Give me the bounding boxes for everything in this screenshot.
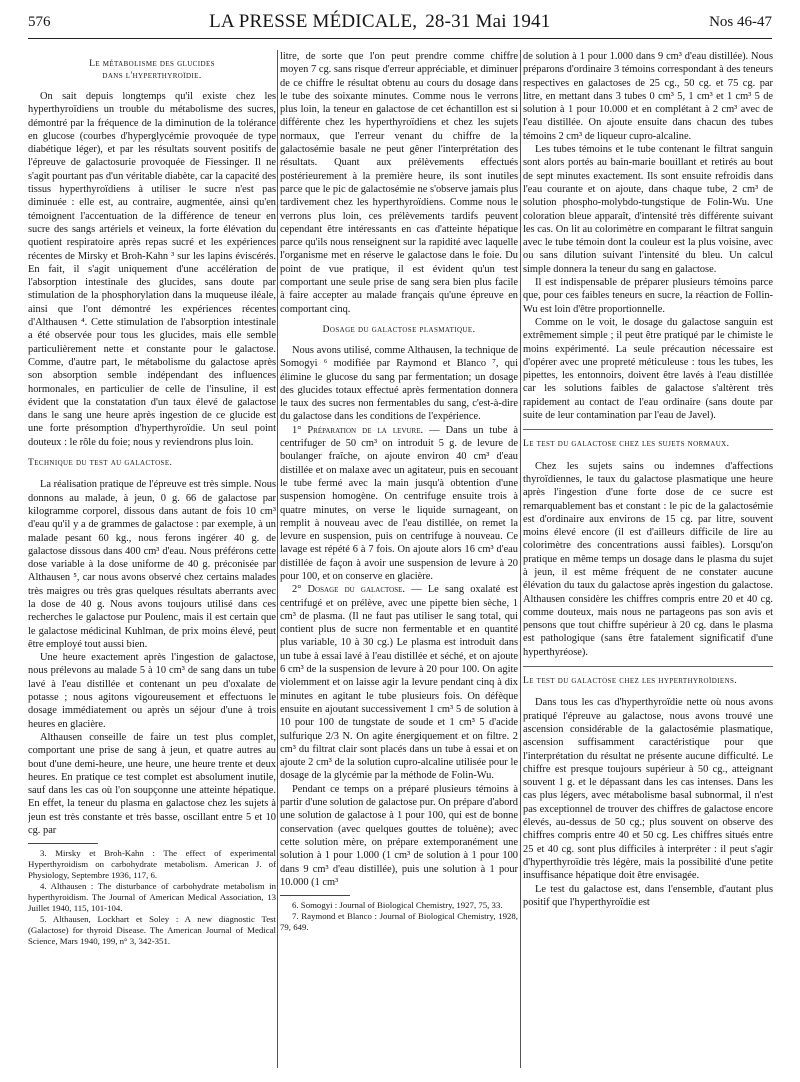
section-title-line-1: Le métabolisme des glucides	[89, 59, 215, 69]
paragraph-text: — Le sang oxalaté est centrifugé et on prélève, avec une pipette bien sèche, 1 cm³ de plasma. (Il ne faut pas utiliser le sang total, qui contient plus de sucre non fermentable et en quantité plus variable, 10 à 30 cg.) Le plasma est introduit dans un tube à essai lavé à l'eau distillée et séché, et on ajoute 6 cm³ de la suspension de levure à 20 pour 100. On agite violemment et on laisse agir la levure pendant cinq à dix minutes en agitant le tube plusieurs fois. On défèque ensuite en ajoutant successivement 1 cm³ 5 de solution à 10 pour 100 de tungstate de soude et 1 cm³ 5 d'acide sulfurique 2/3 N. On agite énergiquement et on filtre. 2 cm³ du filtrat clair sont placés dans un tube à essai et on ajoute 2 cm³ de la solution cupro-alcaline utilisée pour le dosage de la glycémie par la méthode de Folin-Wu.	[280, 584, 518, 782]
footnote-rule	[280, 895, 350, 896]
paragraph: La réalisation pratique de l'épreuve est très simple. Nous donnons au malade, à jeun, 0 g. 66 de galactose par kilogramme corporel, dissous dans autant de fois 10 cm³ d'eau qu'il y a de grammes de galactose : par exemple, à un malade pesant 60 kg., nous ferons ingérer 40 g. de galactose dissous dans 400 cm³ d'eau. Nous préférons cette dose variable à la dose uniforme de 40 g. préconisée par Althausen ⁵, car nous avons observé chez certains malades très maigres ou très gras quelques résultats aberrants avec la dose de 40 g. Nous avons toujours utilisé dans ces recherches le galactose pur Poulenc, mais il est certain que le galactose médicinal Kuhlman, de prix moins élevé, peut être employé tout aussi bien.	[28, 479, 276, 650]
paragraph: de solution à 1 pour 1.000 dans 9 cm³ d'eau distillée). Nous préparons d'ordinaire 3 témoins correspondant à des teneurs respectives en galactoses de 25 cg., 50 cg. et 75 cg. par litre, en mettant dans 3 tubes 0 cm³ 5, 1 cm³ et 1 cm³ 5 de solution à 1 pour 10.000 et en complétant à 2 cm³ avec de l'eau distillée. On ajoute ensuite dans chacun des tubes témoins 2 cm³ de liqueur cupro-alcaline.	[523, 51, 773, 142]
paragraph	[280, 583, 518, 782]
section-heading: Dosage du galactose plasmatique.	[322, 324, 476, 335]
page-number: 576	[28, 13, 51, 30]
page-header	[28, 8, 772, 36]
column-2	[280, 50, 518, 1070]
paragraph: Il est indispensable de préparer plusieurs témoins parce que, pour ces faibles teneurs en sucre, la réaction de Follin-Wu est loin d'être proportionnelle.	[523, 277, 773, 315]
paragraph: Le test du galactose est, dans l'ensemble, d'autant plus positif que l'hyperthyroïdie est	[523, 883, 773, 908]
column-divider-1	[277, 50, 278, 1068]
section-rule	[523, 666, 773, 667]
paragraph	[280, 424, 518, 584]
issue-number: Nos 46-47	[709, 13, 772, 30]
subsection-lead: 1° Préparation de la levure.	[292, 424, 424, 436]
footnote: 5. Althausen, Lockhart et Soley : A new diagnostic Test (Galactose) for thyroid Disease. The American Journal of Medical Science, Mars 1940, 199, n° 3, 342-351.	[28, 914, 276, 947]
section-title	[28, 58, 276, 82]
footnote: 4. Althausen : The disturbance of carbohydrate metabolism in hyperthyroidism. The Journal of American Medical Association, 13 Juillet 1940, 115, 101-104.	[28, 881, 276, 914]
section-heading: Le test du galactose chez les sujets normaux.	[523, 439, 730, 450]
footnote: 3. Mirsky et Broh-Kahn : The effect of experimental Hyperthyroidism on carbohydrate metabolism. American J. of Physiology, Septembre 1936, 117, 6.	[28, 848, 276, 881]
paragraph: Une heure exactement après l'ingestion de galactose, nous prélevons au malade 5 à 10 cm³ de sang dans un tube lavé à l'eau distillée et contenant un peu d'oxalate de potasse ; nous agitons vigoureusement et effectuons le dosage immédiatement ou après un séjour d'une à trois heures en glacière.	[28, 652, 276, 730]
column-divider-2	[520, 50, 521, 1068]
paragraph: Chez les sujets sains ou indemnes d'affections thyroïdiennes, le taux du galactose plasmatique une heure après l'ingestion d'une forte dose de ce sucre est remarquablement bas et constant : le pic de la galactosémie est d'ordinaire aux environs de 15 cg. par litre, souvent moins élevé encore (il est d'ailleurs difficile de lire au colorimètre des concentrations aussi faibles). Lorsqu'on pratique en même temps un dosage dans le plasma du sujet à jeun, il est même fréquent de ne constater aucune élévation du taux du galactose après ingestion du galactose. Althausen considère les chiffres compris entre 20 et 40 cg. comme douteux, mais nous ne partageons pas son avis et pensons que tout chiffre supérieur à 20 cg. dans le plasma est pathologique (sans être fatalement significatif d'une hyperthyréose).	[523, 460, 773, 658]
paragraph: Pendant ce temps on a préparé plusieurs témoins à partir d'une solution de galactose pur. On prépare d'abord une solution de galactose à 1 pour 100, qui est de bonne conservation (avec quelques gouttes de toluène); avec cette solution mère, on prépare extemporanément une solution à 1 pour 1.000 (1 cm³ de solution à 1 pour 100 dans 9 cm³ d'eau distillée), puis une solution à 1 pour 10.000 (1 cm³	[280, 783, 518, 888]
section-heading: Le test du galactose chez les hyperthyroïdiens.	[523, 676, 738, 687]
paragraph: On sait depuis longtemps qu'il existe chez les hyperthyroïdiens un trouble du métabolisme des sucres, démontré par la fréquence de la diminution de la tolérance en glucose (courbes d'hyperglycémie provoquée de type diabétique léger), et par les résultats souvent positifs de l'épreuve de galactosurie provoquée de Fiessinger. Il ne s'agit pourtant pas d'un véritable diabète, car la capacité des tissus hyperthyroïdiens à utiliser le sucre n'est pas diminuée : elle est, au contraire, augmentée, ainsi qu'en témoignent l'accentuation de la différence de teneur en sucre des sangs artériels et veineux, la forte élévation du quotient respiratoire après repas sucré et les expériences récentes de Mirsky et Broh-Kahn ³ sur les lapins éviscérés. En fait, il s'agit uniquement d'une accélération de l'absorption intestinale des glucides, sans doute par stimulation de la phosphorylation dans la muqueuse iléale, ainsi que l'ont démontré les expériences récentes d'Althausen ⁴. Cette stimulation de l'absorption intestinale a été observée pour tous les glucides, mais elle semble particulièrement nette et constante pour le galactose. Comme, d'autre part, le métabolisme du galactose après son absorption semble indépendant des influences hormonales, en particulier de celle de l'insuline, il est évident que la constatation d'un taux élevé de galactose dans le sang une heure après ingestion de ce glucide est une forte présomption d'hyperthyroïdie. Un seul point douteux : le rôle du foie; nous y reviendrons plus loin.	[28, 91, 276, 448]
paragraph: Comme on le voit, le dosage du galactose sanguin est extrêmement simple ; il peut être pratiqué par le chimiste le moins expérimenté. La seule précaution nécessaire est d'opérer avec une propreté méticuleuse : tous les tubes, les pipettes, les entonnoirs, doivent être lavés à l'eau distillée car les solutions faibles de galactose s'altèrent très rapidement au contact de l'eau ordinaire (sans doute par suite de leur contamination par l'eau de Javel).	[523, 316, 773, 422]
paragraph: Dans tous les cas d'hyperthyroïdie nette où nous avons pratiqué l'épreuve au galactose, nous avons trouvé une ascension considérable de la galactosémie plasmatique, ascension suffisamment caractéristique pour que l'interprétation du résultat ne présente aucune difficulté. Le chiffre est presque toujours supérieur à 50 cg., atteignant souvent 1 g. et le dépassant dans les cas intenses. Dans les cas plus légers, avec métabolisme basal subnormal, il n'est pas exceptionnel de trouver des chiffres de galactose encore élevés, au-dessus de 50 cg.; plus souvent on observe des chiffres compris entre 40 et 50 cg. Les chiffres situés entre 25 et 40 cg. sont plus difficiles à interpréter : il peut s'agir d'hyperthyroïdie très légère, mais la possibilité d'une petite insuffisance hépatique doit être envisagée.	[523, 697, 773, 882]
section-title-line-2: dans l'hyperthyroïdie.	[102, 71, 202, 81]
header-rule	[28, 38, 772, 39]
paragraph: Althausen conseille de faire un test plus complet, comportant une prise de sang à jeun, et quatre autres au bout d'une demi-heure, une heure, une heure trente et deux heures. En pratique ce test complet est absolument inutile, sauf dans les cas où l'on soupçonne une atteinte hépatique. En effet, la teneur du plasma en galactose chez les sujets à jeun est très constante et très basse, oscillant entre 5 et 10 cg. par	[28, 731, 276, 837]
paragraph: litre, de sorte que l'on peut prendre comme chiffre moyen 7 cg. sans risque d'erreur appréciable, et diminuer de ce chiffre le résultat obtenu au cours du dosage dans le tube des soixante minutes. Comme nous le verrons plus loin, la teneur en galactose de cet échantillon est si différente chez les hyperthyroïdiens et chez les sujets normaux, que l'erreur venant du chiffre de la galactosémie basale ne peut gêner l'interprétation des résultats. Quant aux prélèvements effectués postérieurement à la première heure, ils sont inutiles parce que le pic de galactosémie ne s'observe jamais plus tardivement chez les hyperthyroïdiens. Comme nous le verrons plus loin, ces prélèvements tardifs peuvent cependant être intéressants en cas d'atteinte hépatique parce qu'ils nous renseignent sur la rapidité avec laquelle l'organisme met en réserve le galactose dans le foie. Du point de vue pratique, il est évident qu'un test comportant une seule prise de sang sera bien plus facile à faire accepter au malade français qu'une épreuve en comportant cinq.	[280, 51, 518, 315]
footnote: 7. Raymond et Blanco : Journal of Biological Chemistry, 1928, 79, 649.	[280, 911, 518, 933]
paragraph-text: — Dans un tube à centrifuger de 50 cm³ on introduit 5 g. de levure de boulanger fraîche, on ajoute environ 40 cm³ d'eau distillée et on malaxe avec un agitateur, puis en secouant le tube fermé avec la main jusqu'à obtention d'une suspension homogène. On centrifuge ensuite trois à quatre minutes, on verse le liquide surnageant, on remplit à nouveau avec de l'eau distillée, on remet la levure en suspension, puis on centrifuge à nouveau. Ce lavage est répété 6 à 7 fois. On ajoute alors 16 cm³ d'eau distillée de façon à avoir une suspension de levure à 20 pour 100, et on conserve en glacière.	[280, 424, 518, 582]
section-heading: Technique du test au galactose.	[28, 458, 173, 469]
footnote-rule	[28, 843, 98, 844]
journal-title-line	[209, 11, 550, 33]
column-1	[28, 50, 276, 1070]
paragraph: Les tubes témoins et le tube contenant le filtrat sanguin sont alors portés au bain-marie bouillant et retirés au bout de sept minutes exactement. Ils sont ensuite refroidis dans l'eau courante et on ajoute, dans chaque tube, 2 cm³ de solution phospho-molybdo-tungstique de Folin-Wu. Une coloration bleue apparaît, d'intensité très différente suivant les cas. On lit au colorimètre en comparant le filtrat sanguin avec le tube témoin dont la couleur est la plus voisine, avec ou sans dilution suivant l'intensité du bleu. Un calcul simple donnera la teneur du sang en galactose.	[523, 144, 773, 275]
section-rule	[523, 429, 773, 430]
footnote: 6. Somogyi : Journal of Biological Chemistry, 1927, 75, 33.	[292, 900, 503, 911]
subsection-lead: 2° Dosage du galactose.	[292, 584, 406, 596]
journal-name: LA PRESSE MÉDICALE,	[209, 11, 418, 32]
issue-date: 28-31 Mai 1941	[425, 11, 551, 32]
column-3	[523, 50, 773, 1070]
paragraph: Nous avons utilisé, comme Althausen, la technique de Somogyi ⁶ modifiée par Raymond et Blanco ⁷, qui élimine le glucose du sang par fermentation; un dosage des glucides totaux effectué après fermentation donnera le taux des sucres non fermentables du sang, c'est-à-dire du galactose dans les conditions de l'expérience.	[280, 344, 518, 423]
